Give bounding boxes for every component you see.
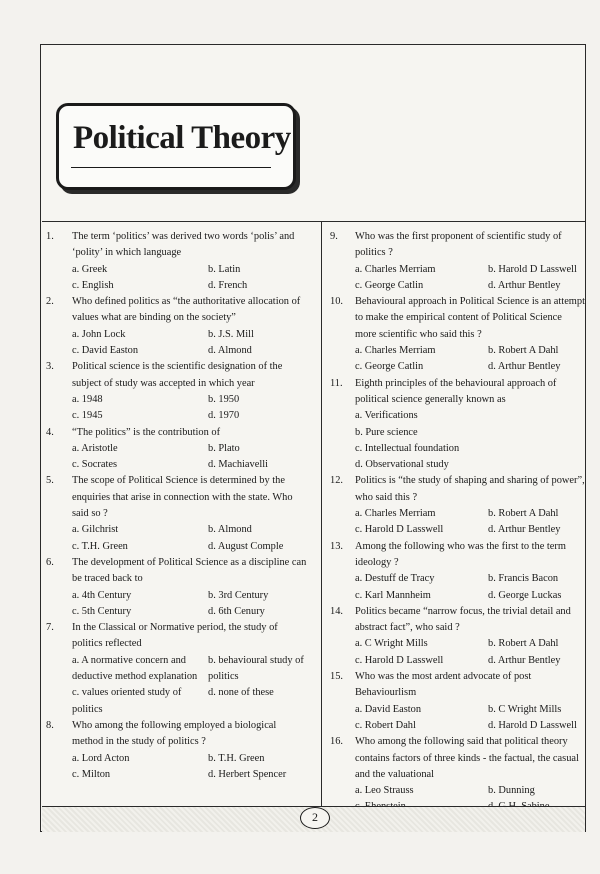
question-text: Political science is the scientific designation of the subject of study was accepted in which year (72, 361, 283, 389)
question-number: 4. (46, 426, 54, 438)
question-item (330, 229, 585, 294)
left-column (46, 229, 308, 783)
answer-option: d. Arthur Bentley (488, 524, 561, 536)
answer-option: c. Socrates (72, 459, 118, 471)
question-item (330, 539, 585, 604)
question-text: Behavioural approach in Political Science is an attempt to make the empirical content of Political Science more scientific who said this ? (355, 296, 585, 340)
answer-option: b. Robert A Dahl (488, 508, 559, 520)
question-number: 12. (330, 475, 343, 487)
page-number: 2 (300, 807, 330, 829)
question-text: The term ‘politics’ was derived two words ‘polis’ and ‘polity’ in which language (72, 231, 295, 259)
answer-options (355, 571, 585, 604)
answer-option: c. Robert Dahl (355, 719, 416, 731)
answer-option: c. Intellectual foundation (355, 442, 460, 454)
question-text: Among the following who was the first to the term ideology ? (355, 540, 566, 568)
question-number: 2. (46, 296, 54, 308)
question-number: 8. (46, 719, 54, 731)
question-text: “The politics” is the contribution of (72, 426, 221, 438)
answer-option: a. A normative concern and deductive method explanation (72, 654, 198, 683)
answer-option: a. Destuff de Tracy (355, 573, 435, 585)
answer-options (355, 343, 585, 376)
answer-option: b. 1950 (208, 393, 240, 405)
question-item (46, 555, 308, 620)
question-number: 10. (330, 296, 343, 308)
question-number: 7. (46, 622, 54, 634)
right-column (330, 229, 585, 816)
answer-option: c. values oriented study of politics (72, 687, 182, 715)
answer-option: d. 6th Cenury (208, 605, 265, 617)
column-divider (321, 222, 322, 806)
answer-option: b. J.S. Mill (208, 328, 254, 340)
title-box (56, 103, 296, 190)
answer-option: c. Karl Mannheim (355, 589, 431, 601)
answer-option: a. 1948 (72, 393, 103, 405)
answer-option: a. David Easton (355, 703, 422, 715)
answer-options (72, 262, 308, 295)
answer-option: c. David Easton (72, 345, 139, 357)
question-text: Eighth principles of the behavioural approach of political science generally known as (355, 377, 557, 405)
answer-option: a. Leo Strauss (355, 785, 414, 797)
question-number: 3. (46, 361, 54, 373)
answer-options (355, 506, 585, 539)
question-item (46, 718, 308, 783)
answer-option: d. Machiavelli (208, 459, 269, 471)
question-item (330, 604, 585, 669)
question-text: Who defined politics as “the authoritative allocation of values what are binding on the society” (72, 296, 301, 324)
question-number: 1. (46, 231, 54, 242)
question-text: In the Classical or Normative period, the study of politics reflected (72, 622, 278, 650)
answer-option: d. 1970 (208, 410, 240, 422)
answer-option: d. Arthur Bentley (488, 361, 561, 373)
answer-options (355, 408, 585, 473)
answer-option: a. C Wright Mills (355, 638, 428, 650)
question-item (46, 473, 308, 554)
answer-option: b. Dunning (488, 785, 535, 797)
answer-option: a. 4th Century (72, 589, 132, 601)
answer-option: c. T.H. Green (72, 540, 128, 552)
answer-options (72, 441, 308, 474)
answer-option: d. Arthur Bentley (488, 654, 561, 666)
answer-option: c. 1945 (72, 410, 103, 422)
answer-option: a. John Lock (72, 328, 126, 340)
answer-option: c. George Catlin (355, 279, 424, 291)
question-number: 14. (330, 605, 343, 617)
answer-option: b. Robert A Dahl (488, 638, 559, 650)
question-text: Politics is “the study of shaping and sharing of power”, who said this ? (355, 475, 585, 503)
question-item (46, 620, 308, 718)
question-item (330, 376, 585, 474)
answer-option: a. Aristotle (72, 442, 118, 454)
answer-options (355, 262, 585, 295)
answer-option: d. August Comple (208, 540, 284, 552)
answer-options (72, 588, 308, 621)
answer-option: a. Lord Acton (72, 752, 130, 764)
answer-option: b. Almond (208, 524, 252, 536)
answer-option: d. none of these (208, 687, 274, 699)
question-text: The development of Political Science as a discipline can be traced back to (72, 556, 307, 585)
question-text: Who was the first proponent of scientific study of politics ? (355, 231, 562, 259)
question-number: 16. (330, 736, 343, 748)
answer-option: d. Herbert Spencer (208, 768, 287, 780)
answer-option: b. Pure science (355, 426, 418, 438)
question-item (330, 473, 585, 538)
answer-option: c. 5th Century (72, 605, 132, 617)
answer-option: c. Harold D Lasswell (355, 524, 444, 536)
question-text: Who was the most ardent advocate of post Behaviourlism (355, 671, 532, 699)
answer-option: a. Charles Merriam (355, 508, 436, 520)
answer-option: c. Milton (72, 768, 111, 780)
answer-option: d. Observational study (355, 459, 449, 471)
question-number: 15. (330, 671, 343, 683)
answer-option: d. Harold D Lasswell (488, 719, 577, 731)
answer-options (72, 751, 308, 784)
answer-options (355, 636, 585, 669)
answer-option: a. Verifications (355, 410, 418, 422)
answer-option: d. Arthur Bentley (488, 279, 561, 291)
question-text: Who among the following employed a biological method in the study of politics ? (72, 719, 277, 748)
answer-option: c. George Catlin (355, 361, 424, 373)
question-text: Politics became “narrow focus, the trivial detail and abstract fact”, who said ? (355, 605, 571, 634)
answer-option: a. Greek (72, 263, 108, 275)
answer-option: c. Harold D Lasswell (355, 654, 444, 666)
answer-option: b. behavioural study of politics (208, 654, 304, 683)
section-divider (42, 221, 585, 222)
question-number: 6. (46, 556, 54, 568)
answer-option: b. 3rd Century (208, 589, 269, 601)
question-text: Who among the following said that political theory contains factors of three kinds - the factual, the casual and the valuational (355, 736, 579, 780)
answer-option: c. English (72, 279, 114, 291)
answer-option: b. Latin (208, 263, 241, 275)
answer-option: d. George Luckas (488, 589, 562, 601)
title-underline (71, 167, 271, 168)
answer-option: b. Harold D Lasswell (488, 263, 577, 275)
answer-options (355, 702, 585, 735)
answer-option: b. T.H. Green (208, 752, 265, 764)
question-item (46, 229, 308, 294)
question-item (330, 294, 585, 375)
question-number: 5. (46, 475, 54, 487)
answer-options (72, 653, 308, 718)
question-number: 11. (330, 377, 343, 389)
answer-option: a. Gilchrist (72, 524, 119, 536)
answer-option: a. Charles Merriam (355, 263, 436, 275)
answer-options (72, 327, 308, 360)
answer-option: d. Almond (208, 345, 252, 357)
answer-option: d. French (208, 279, 248, 291)
answer-options (72, 392, 308, 425)
question-item (46, 294, 308, 359)
question-item (330, 734, 585, 815)
answer-option: b. Francis Bacon (488, 573, 559, 585)
question-number: 9. (330, 231, 338, 242)
answer-option: b. Plato (208, 442, 240, 454)
page-title: Political Theory (73, 120, 291, 156)
answer-option: a. Charles Merriam (355, 345, 436, 357)
answer-option: b. Robert A Dahl (488, 345, 559, 357)
answer-options (72, 522, 308, 555)
question-number: 13. (330, 540, 343, 552)
question-item (46, 425, 308, 474)
question-text: The scope of Political Science is determined by the enquiries that arise in connection with the state. Who said so ? (72, 475, 293, 520)
question-item (330, 669, 585, 734)
question-item (46, 359, 308, 424)
answer-option: b. C Wright Mills (488, 703, 562, 715)
